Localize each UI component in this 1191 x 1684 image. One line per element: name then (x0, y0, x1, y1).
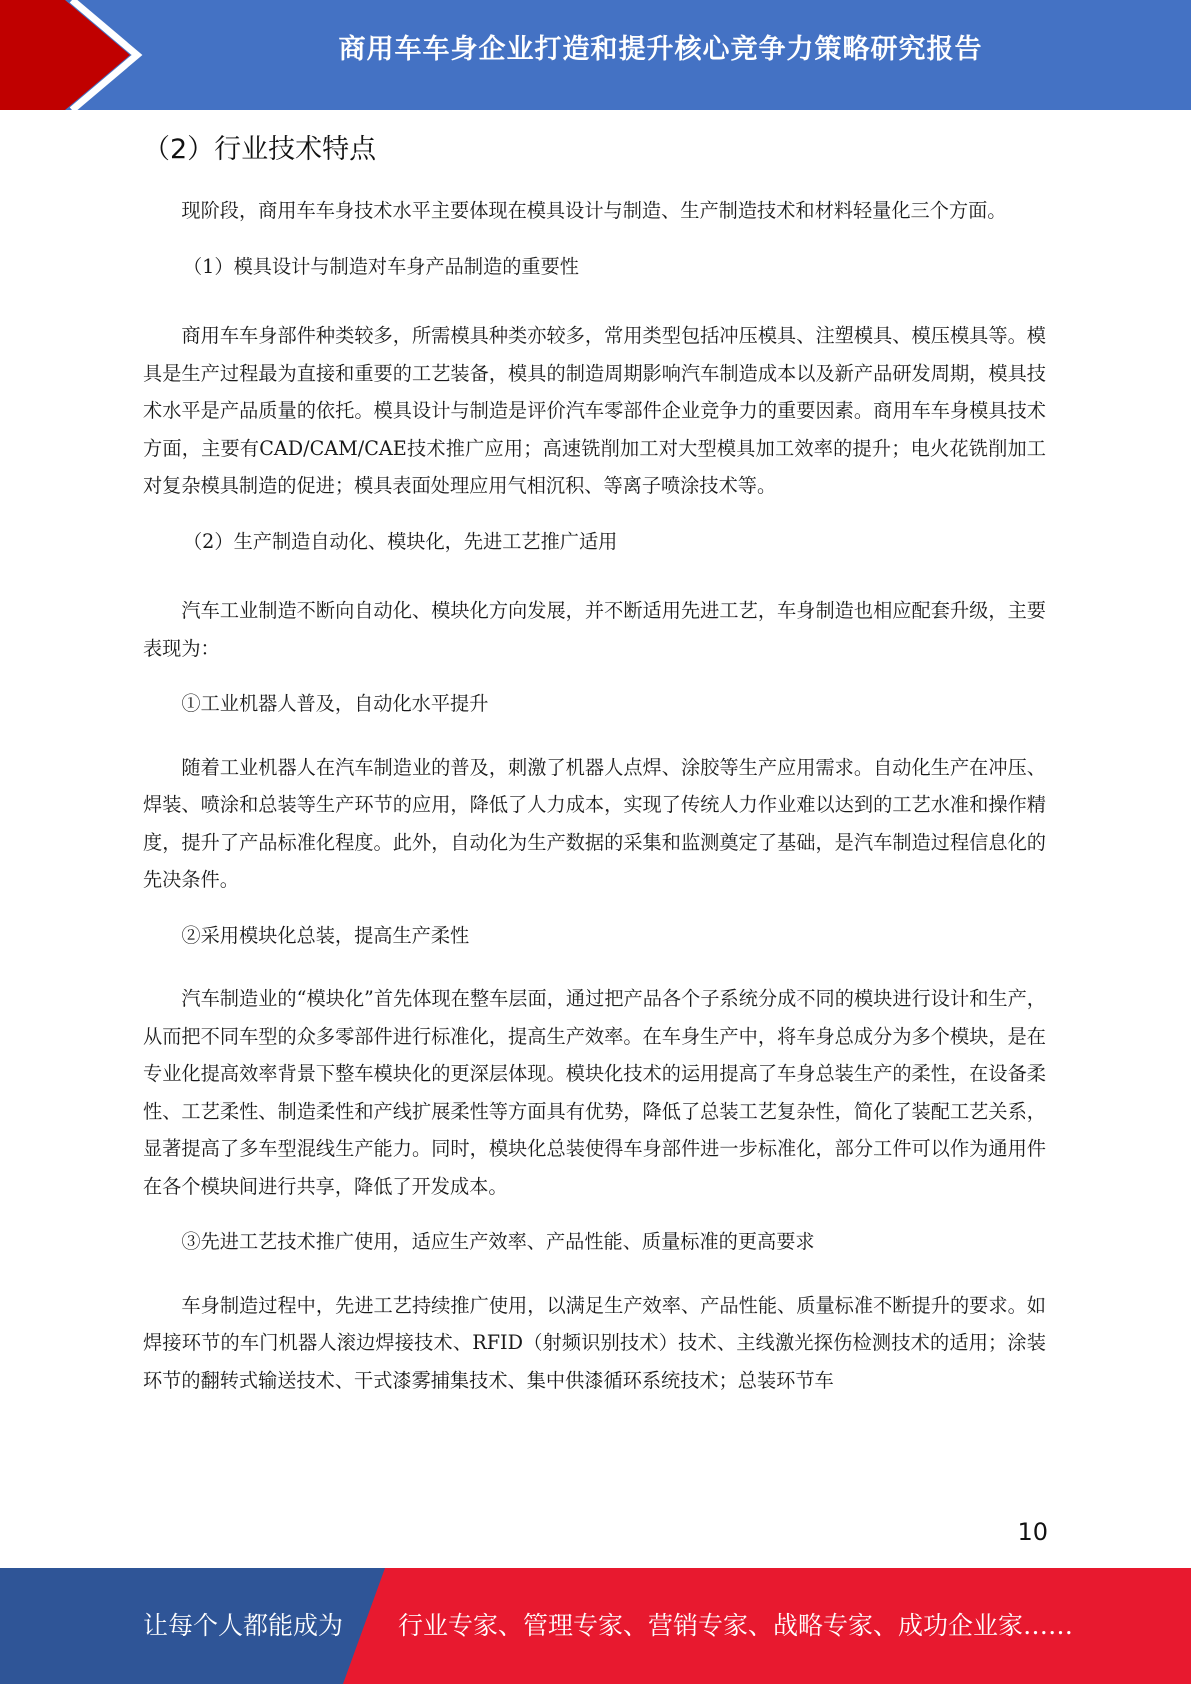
page-footer (0, 1568, 1191, 1684)
item-advanced-process-heading: ③先进工艺技术推广使用，适应生产效率、产品性能、质量标准的更高要求 (181, 1230, 815, 1253)
item-modular-heading: ②采用模块化总装，提高生产柔性 (181, 923, 470, 947)
page-header (0, 0, 1191, 110)
footer-slogan-right: 行业专家、管理专家、营销专家、战略专家、成功企业家…… (398, 1611, 1074, 1640)
subheading-mold-design: （1）模具设计与制造对车身产品制造的重要性 (183, 254, 579, 278)
automation-intro-paragraph: 汽车工业制造不断向自动化、模块化方向发展，并不断适用先进工艺，车身制造也相应配套升级，主要表现为： (143, 599, 1046, 660)
section-title: （2）行业技术特点 (143, 134, 377, 165)
subheading-automation: （2）生产制造自动化、模块化，先进工艺推广适用 (183, 529, 618, 553)
page-number: 10 (1017, 1518, 1048, 1546)
mold-design-paragraph: 商用车车身部件种类较多，所需模具种类亦较多，常用类型包括冲压模具、注塑模具、模压模具等。模具是生产过程最为直接和重要的工艺装备，模具的制造周期影响汽车制造成本以及新产品研发周期，模具技术水平是产品质量的依托。模具设计与制造是评价汽车零部件企业竞争力的重要因素。商用车车身模具技术方面，主要有CAD/CAM/CAE技术推广应用；高速铣削加工对大型模具加工效率的提升；电火花铣削加工对复杂模具制造的促进；模具表面处理应用气相沉积、等离子喷涂技术等。 (143, 324, 1046, 497)
item-robots-paragraph: 随着工业机器人在汽车制造业的普及，刺激了机器人点焊、涂胶等生产应用需求。自动化生产在冲压、焊装、喷涂和总装等生产环节的应用，降低了人力成本，实现了传统人力作业难以达到的工艺水准和操作精度，提升了产品标准化程度。此外，自动化为生产数据的采集和监测奠定了基础，是汽车制造过程信息化的先决条件。 (143, 755, 1046, 891)
footer-slogan-left: 让每个人都能成为 (143, 1611, 344, 1640)
item-modular-paragraph: 汽车制造业的“模块化”首先体现在整车层面，通过把产品各个子系统分成不同的模块进行设计和生产，从而把不同车型的众多零部件进行标准化，提高生产效率。在车身生产中，将车身总成分为多个模块，是在专业化提高效率背景下整车模块化的更深层体现。模块化技术的运用提高了车身总装生产的柔性，在设备柔性、工艺柔性、制造柔性和产线扩展柔性等方面具有优势，降低了总装工艺复杂性，简化了装配工艺关系，显著提高了多车型混线生产能力。同时，模块化总装使得车身部件进一步标准化，部分工件可以作为通用件在各个模块间进行共享，降低了开发成本。 (143, 987, 1046, 1198)
item-advanced-process-paragraph: 车身制造过程中，先进工艺持续推广使用，以满足生产效率、产品性能、质量标准不断提升的要求。如焊接环节的车门机器人滚边焊接技术、RFID（射频识别技术）技术、主线激光探伤检测技术的适用；涂装环节的翻转式输送技术、干式漆雾捕集技术、集中供漆循环系统技术；总装环节车 (143, 1293, 1046, 1392)
intro-paragraph: 现阶段，商用车车身技术水平主要体现在模具设计与制造、生产制造技术和材料轻量化三个方面。 (181, 199, 1007, 222)
page-content (143, 120, 1046, 1417)
report-title: 商用车车身企业打造和提升核心竞争力策略研究报告 (338, 34, 983, 65)
item-robots-heading: ①工业机器人普及，自动化水平提升 (181, 692, 489, 715)
